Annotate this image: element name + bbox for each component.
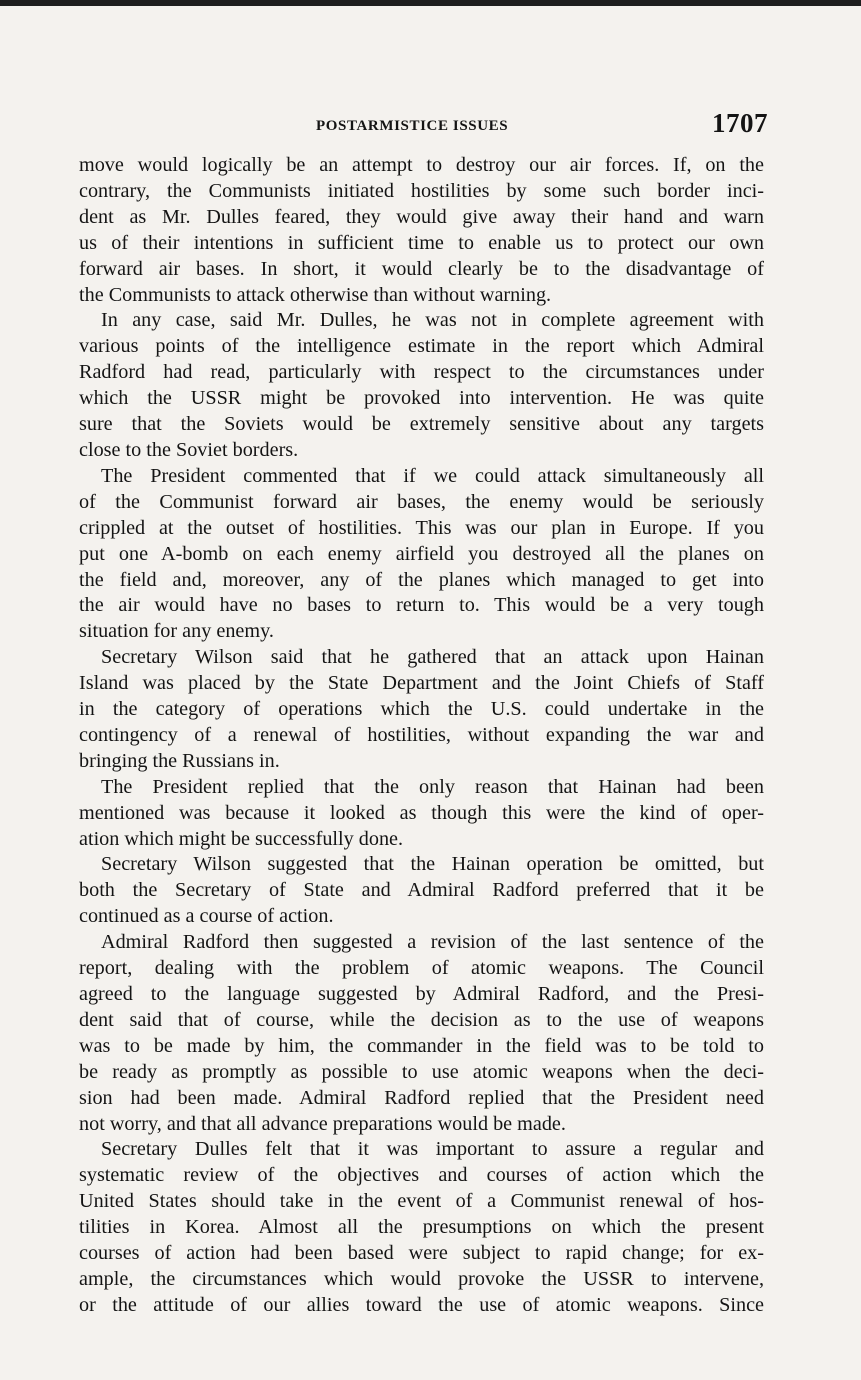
text-line: continued as a course of action. — [79, 905, 334, 928]
text-line: United States should take in the event of a Communist renewal of hos- — [79, 1190, 764, 1213]
text-line: the air would have no bases to return to. This would be a very tough — [79, 594, 764, 617]
text-line: or the attitude of our allies toward the use of atomic weapons. Since — [79, 1293, 764, 1316]
text-line: Radford had read, particularly with respect to the circumstances under — [79, 361, 764, 384]
text-line: ample, the circumstances which would provoke the USSR to intervene, — [79, 1267, 764, 1290]
text-line: Secretary Dulles felt that it was important to assure a regular and — [101, 1138, 764, 1161]
paragraph — [79, 1137, 764, 1318]
text-line: dent as Mr. Dulles feared, they would give away their hand and warn — [79, 205, 764, 228]
text-line: report, dealing with the problem of atomic weapons. The Council — [79, 957, 764, 980]
page-number: 1707 — [712, 108, 768, 138]
text-line: agreed to the language suggested by Admiral Radford, and the Presi- — [79, 983, 764, 1005]
text-line: contingency of a renewal of hostilities, without expanding the war and — [79, 723, 764, 746]
paragraph — [79, 308, 764, 463]
text-line: the Communists to attack otherwise than without warning. — [79, 283, 552, 306]
text-line: was to be made by him, the commander in the field was to be told to — [79, 1034, 764, 1057]
text-line: ation which might be successfully done. — [79, 827, 404, 850]
running-title: POSTARMISTICE ISSUES — [316, 118, 509, 134]
paragraph — [79, 852, 764, 930]
paragraph — [79, 464, 764, 645]
text-line: dent said that of course, while the decision as to the use of weapons — [79, 1008, 764, 1031]
text-line: Admiral Radford then suggested a revision of the last sentence of the — [101, 931, 764, 954]
text-line: Island was placed by the State Department and the Joint Chiefs of Staff — [79, 672, 764, 695]
text-line: tilities in Korea. Almost all the presumptions on which the present — [79, 1216, 764, 1239]
text-line: Secretary Wilson said that he gathered that an attack upon Hainan — [101, 646, 764, 669]
text-line: systematic review of the objectives and courses of action which the — [79, 1164, 764, 1187]
text-line: mentioned was because it looked as though this were the kind of oper- — [79, 801, 764, 824]
text-line: us of their intentions in sufficient time to enable us to protect our own — [79, 231, 764, 254]
text-line: In any case, said Mr. Dulles, he was not in complete agreement with — [101, 309, 764, 332]
text-line: not worry, and that all advance preparations would be made. — [79, 1112, 566, 1135]
running-header — [0, 108, 861, 148]
text-line: which the USSR might be provoked into intervention. He was quite — [79, 387, 764, 410]
text-line: the field and, moreover, any of the planes which managed to get into — [79, 568, 764, 591]
body-text — [79, 153, 764, 1319]
paragraph — [79, 930, 764, 1137]
text-line: courses of action had been based were subject to rapid change; for ex- — [79, 1242, 764, 1265]
text-line: sure that the Soviets would be extremely sensitive about any targets — [79, 413, 764, 436]
text-line: move would logically be an attempt to destroy our air forces. If, on the — [79, 154, 764, 176]
text-line: close to the Soviet borders. — [79, 438, 299, 461]
text-line: be ready as promptly as possible to use atomic weapons when the deci- — [79, 1060, 764, 1083]
paragraph — [79, 645, 764, 775]
text-line: The President commented that if we could attack simultaneously all — [101, 464, 764, 487]
text-line: contrary, the Communists initiated hostilities by some such border inci- — [79, 179, 764, 202]
text-line: forward air bases. In short, it would clearly be to the disadvantage of — [79, 257, 764, 280]
paragraph — [79, 153, 764, 308]
text-line: various points of the intelligence estimate in the report which Admiral — [79, 335, 764, 358]
paragraph — [79, 775, 764, 853]
text-line: bringing the Russians in. — [79, 749, 280, 772]
text-line: The President replied that the only reason that Hainan had been — [101, 775, 764, 798]
text-line: in the category of operations which the U.S. could undertake in the — [79, 698, 764, 721]
text-line: both the Secretary of State and Admiral Radford preferred that it be — [79, 879, 764, 902]
page-top-edge — [0, 0, 861, 6]
text-line: put one A-bomb on each enemy airfield you destroyed all the planes on — [79, 542, 764, 565]
text-line: crippled at the outset of hostilities. This was our plan in Europe. If you — [79, 516, 764, 539]
text-line: of the Communist forward air bases, the enemy would be seriously — [79, 490, 764, 513]
text-line: sion had been made. Admiral Radford replied that the President need — [79, 1086, 764, 1109]
text-line: situation for any enemy. — [79, 620, 274, 643]
text-line: Secretary Wilson suggested that the Hainan operation be omitted, but — [101, 853, 764, 876]
